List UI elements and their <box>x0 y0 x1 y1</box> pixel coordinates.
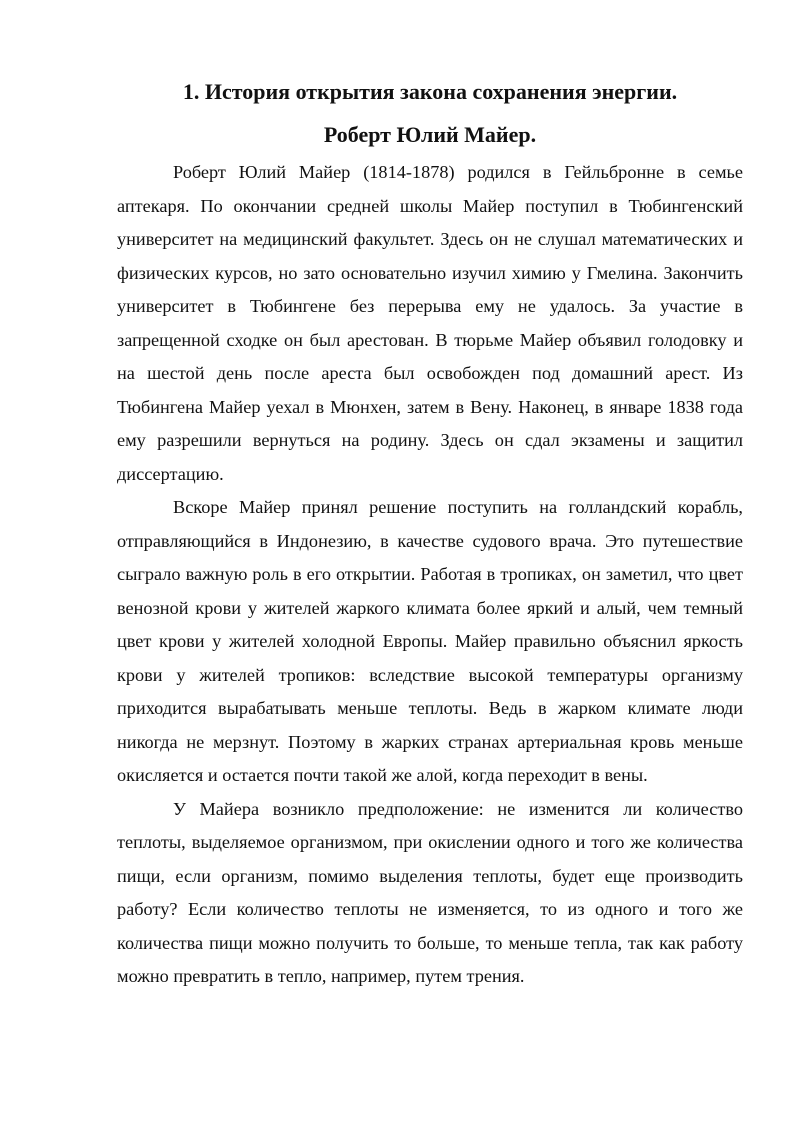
paragraph-2: Вскоре Майер принял решение поступить на голландский корабль, отправляющийся в Индонезию, в качестве судового врача. Это путешествие сыграло важную роль в его открытии. Работая в тропиках, он заметил, что цвет венозной крови у жителей жаркого климата более яркий и алый, чем темный цвет крови у жителей холодной Европы. Майер правильно объяснил яркость крови у жителей тропиков: вследствие высокой температуры организму приходится вырабатывать меньше теплоты. Ведь в жарком климате люди никогда не мерзнут. Поэтому в жарких странах артериальная кровь меньше окисляется и остается почти такой же алой, когда переходит в вены. <box>117 497 743 785</box>
document-page <box>117 70 743 994</box>
document-subtitle: Роберт Юлий Майер. <box>323 122 537 147</box>
paragraph-3: У Майера возникло предположение: не изменится ли количество теплоты, выделяемое организмом, при окислении одного и того же количества пищи, если организм, помимо выделения теплоты, будет еще производить работу? Если количество теплоты не изменяется, то из одного и того же количества пищи можно получить то больше, то меньше тепла, так как работу можно превратить в тепло, например, путем трения. <box>117 798 743 986</box>
document-title: 1. История открытия закона сохранения энергии. <box>182 79 678 104</box>
paragraph-1: Роберт Юлий Майер (1814-1878) родился в Гейльбронне в семье аптекаря. По окончании средней школы Майер поступил в Тюбингенский университет на медицинский факультет. Здесь он не слушал математических и физических курсов, но зато основательно изучил химию у Гмелина. Закончить университет в Тюбингене без перерыва ему не удалось. За участие в запрещенной сходке он был арестован. В тюрьме Майер объявил голодовку и на шестой день после ареста был освобожден под домашний арест. Из Тюбингена Майер уехал в Мюнхен, затем в Вену. Наконец, в январе 1838 года ему разрешили вернуться на родину. Здесь он сдал экзамены и защитил диссертацию. <box>117 162 743 484</box>
